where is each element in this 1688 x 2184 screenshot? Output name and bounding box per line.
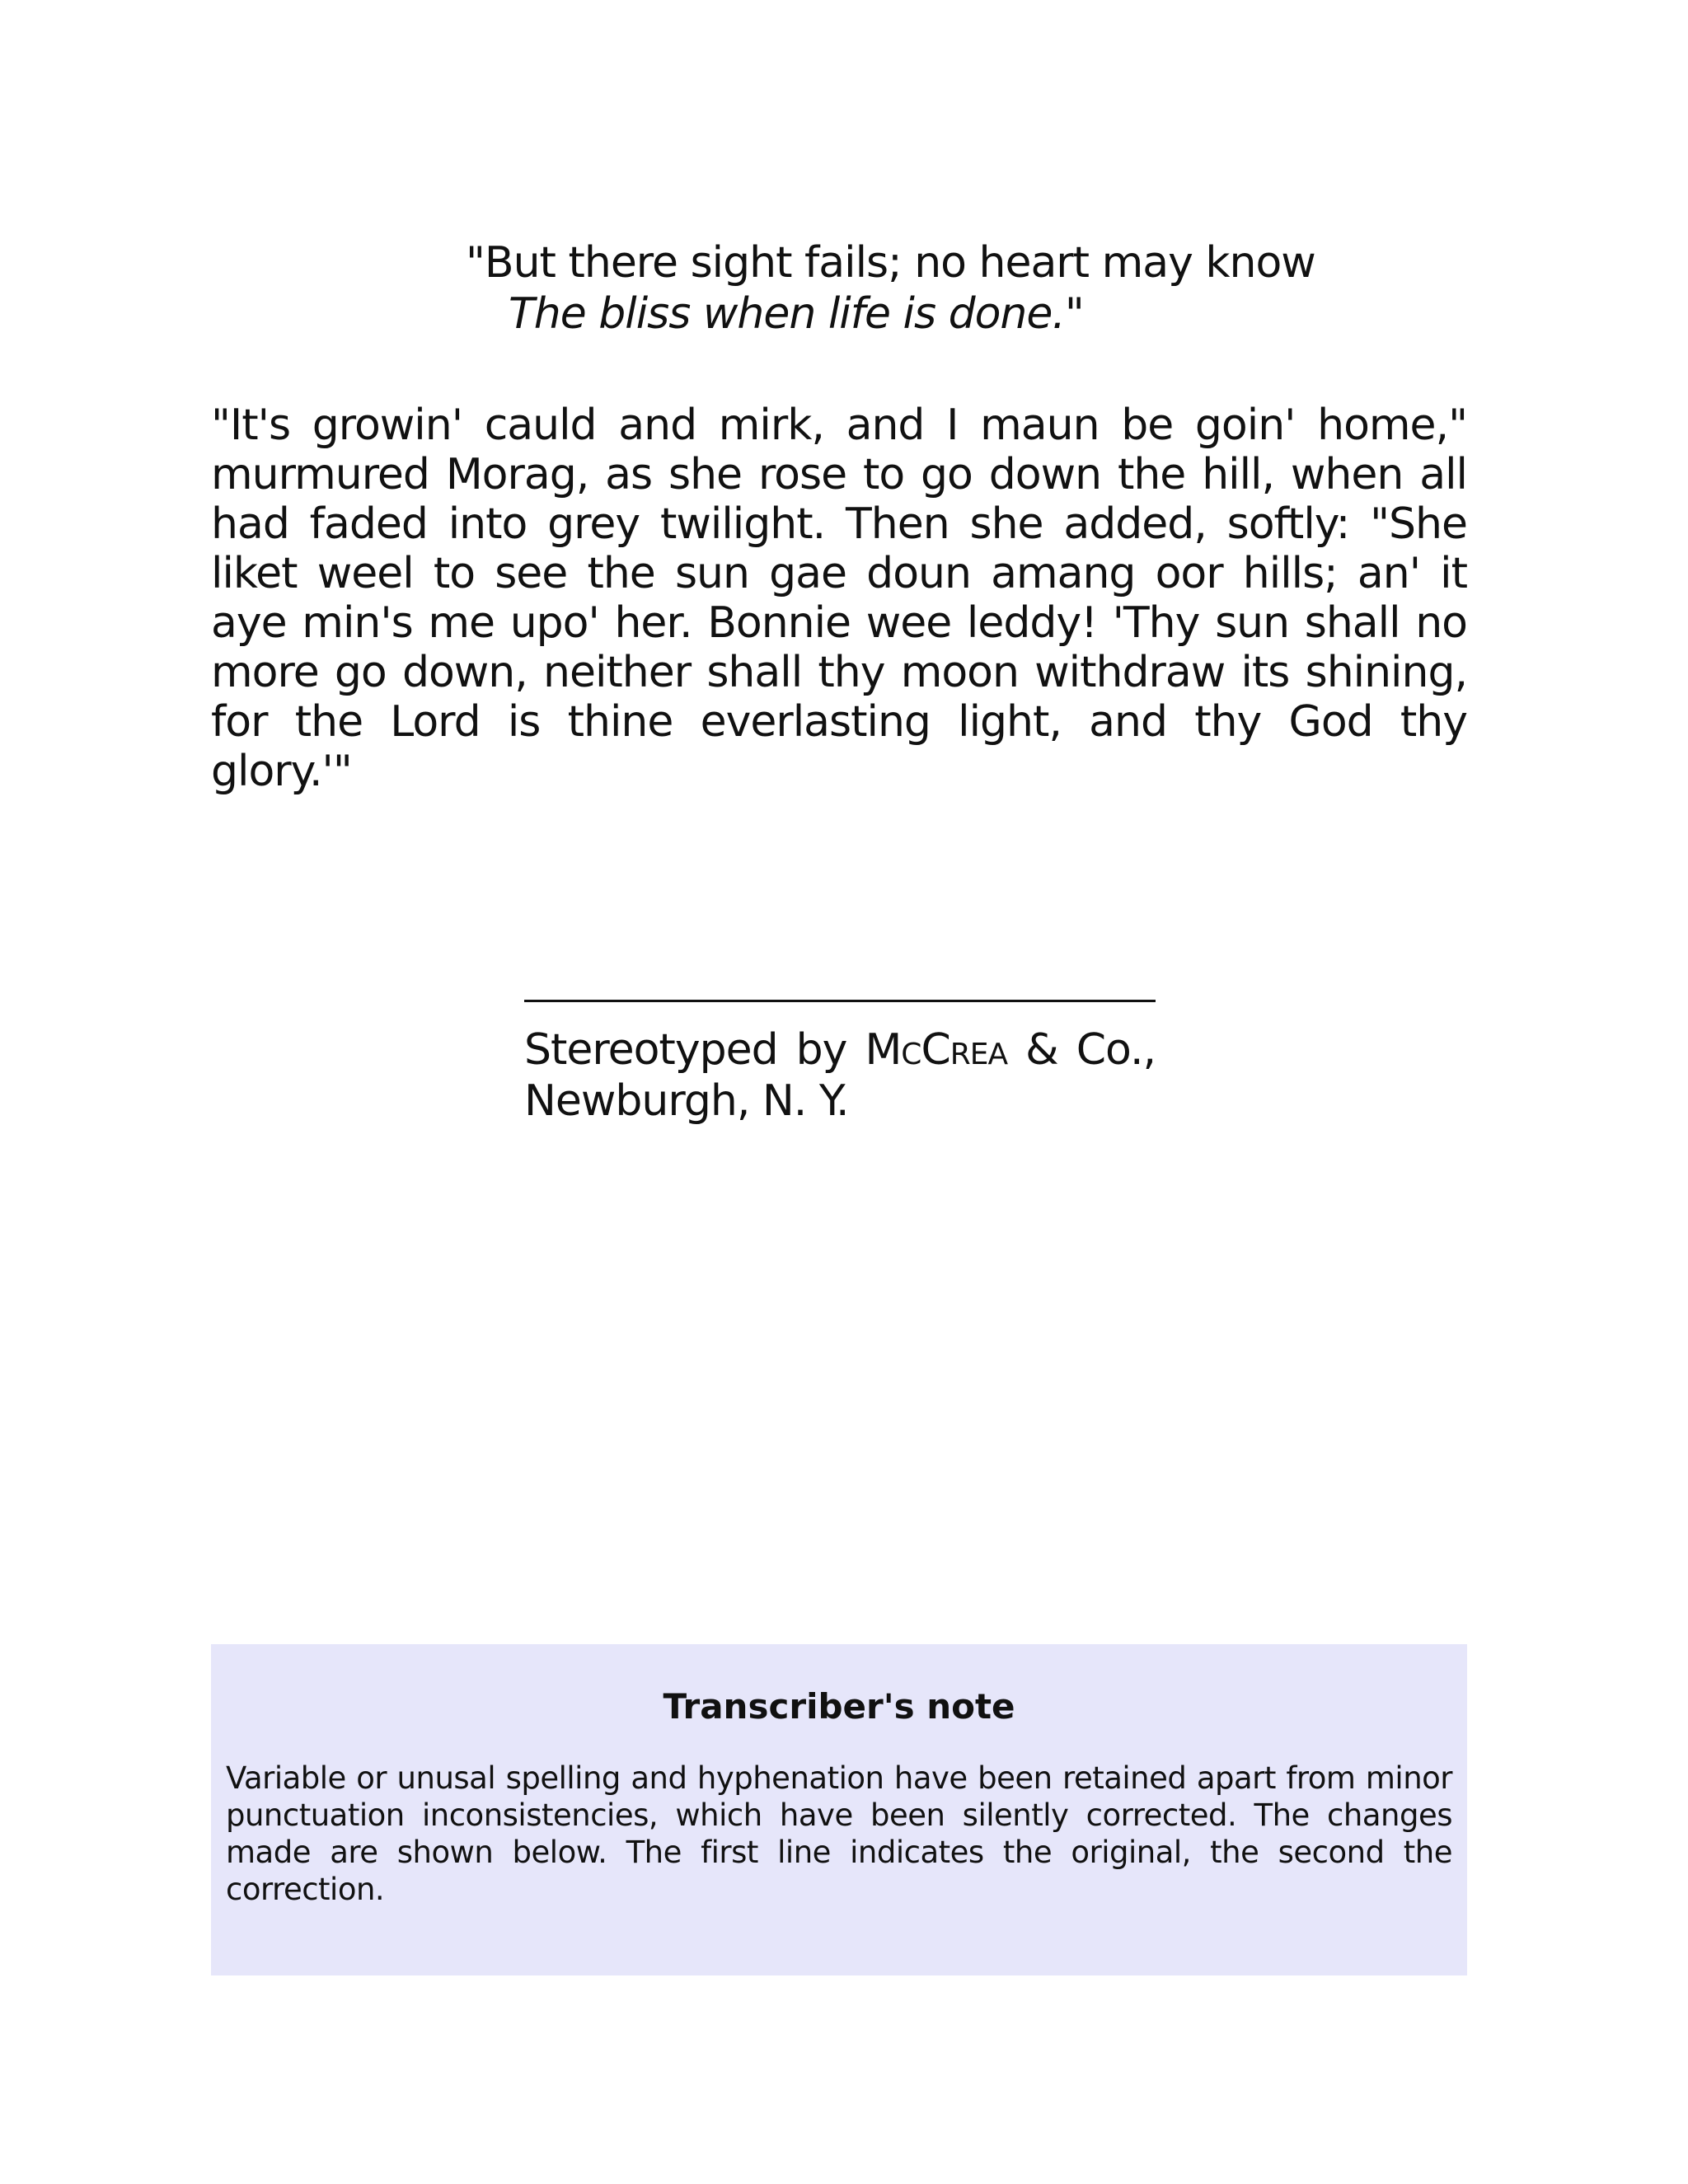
poem-stanza bbox=[466, 237, 1315, 340]
transcribers-note-box bbox=[211, 1644, 1467, 1975]
transcribers-note-title: Transcriber's note bbox=[663, 1686, 1015, 1727]
imprint-suffix: & Co., Newburgh, N. Y. bbox=[524, 1025, 1156, 1126]
body-paragraph: "It's growin' cauld and mirk, and I maun be goin' home," murmured Morag, as she rose to go down the hill, when all had faded into grey twilight. Then she added, softly: "She liket weel to see the sun gae doun amang oor hills; an' it aye min's me upo' her. Bonnie wee leddy! 'Thy sun shall no more go down, neither shall thy moon withdraw its shining, for the Lord is thine everlasting light, and thy God thy glory.'" bbox=[211, 401, 1467, 796]
imprint-notice bbox=[524, 1024, 1156, 1127]
poem-line-2-italic: The bliss when life is done. bbox=[509, 289, 1065, 339]
horizontal-rule bbox=[524, 1000, 1156, 1002]
poem-line-2-closing-quote: " bbox=[1064, 289, 1084, 339]
imprint-prefix: Stereotyped by bbox=[524, 1025, 865, 1075]
imprint-printer-name: McCrea bbox=[865, 1025, 1008, 1075]
poem-line-1: "But there sight fails; no heart may know bbox=[466, 238, 1315, 288]
poem-line-2 bbox=[466, 288, 1315, 340]
transcribers-note-body: Variable or unusal spelling and hyphenation have been retained apart from minor punctuation inconsistencies, which have been silently corrected. The changes made are shown below. The first line indicates the original, the second the correction. bbox=[226, 1760, 1452, 1907]
